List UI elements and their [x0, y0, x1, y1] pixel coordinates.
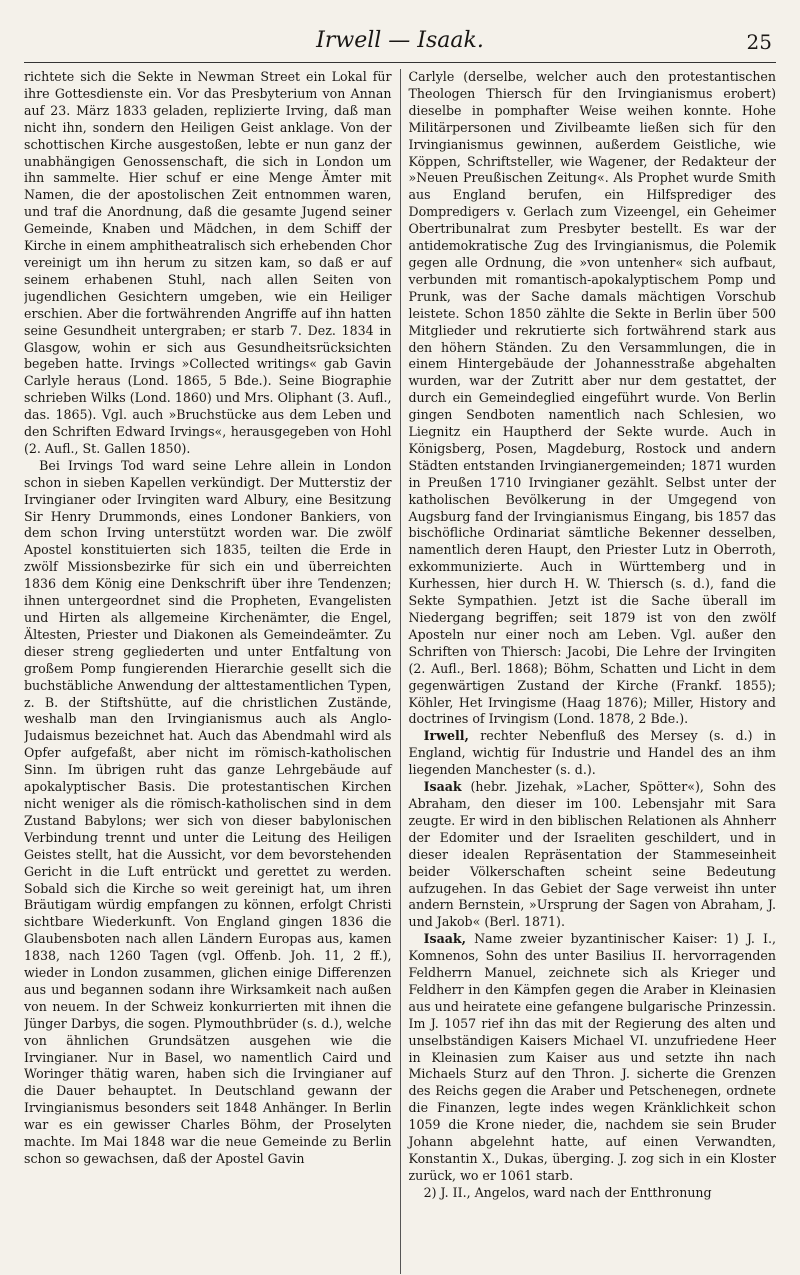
entry-isaak-biblical [409, 779, 777, 931]
entry-irwell [409, 728, 777, 779]
paragraph: Bei Irvings Tod ward seine Lehre allein in London schon in sieben Kapellen verkündigt. Der Mutterstiz der Irvingianer oder Irvingiten ward Albury, eine Besitzung Sir Henry Drummonds, eines Londoner Bankiers, von dem schon Irving unterstützt worden war. Die zwölf Apostel konstituierten sich 1835, teilten die Erde in zwölf Missionsbezirke für sich ein und überreichten 1836 dem König eine Denkschrift über ihre Tendenzen; ihnen untergeordnet sind die Propheten, Evangelisten und Hirten als allgemeine Kirchenämter, die Engel, Ältesten, Priester und Diakonen als Gemeindeämter. Zu dieser streng gegliederten und unter Entfaltung von großem Pomp fungierenden Hierarchie gesellt sich die buchstäbliche Anwendung der alttestamentlichen Typen, z. B. der Stiftshütte, auf die christlichen Zustände, weshalb man den Irvingianismus auch als Anglo-Judaismus bezeichnet hat. Auch das Abendmahl wird als Opfer aufgefaßt, aber nicht im römisch-katholischen Sinn. Im übrigen ruht das ganze Lehrgebäude auf apokalyptischer Basis. Die protestantischen Kirchen nicht weniger als die römisch-katholischen sind in dem Zustand Babylons; wer sich von dieser babylonischen Verbindung trennt und unter die Leitung des Heiligen Geistes stellt, hat die Aussicht, vor dem bevorstehenden Gericht in die Luft entrückt und gerettet zu werden. Sobald sich die Kirche so weit gereinigt hat, um ihren Bräutigam würdig empfangen zu können, erfolgt Christi sichtbare Wiederkunft. Von England gingen 1836 die Glaubensboten nach allen Ländern Europas aus, kamen 1838, nach 1260 Tagen (vgl. Offenb. Joh. 11, 2 ff.), wieder in London zusammen, glichen einige Differenzen aus und begannen sodann ihre Wirksamkeit nach außen von neuem. In der Schweiz konkurrierten mit ihnen die Jünger Darbys, die sogen. Plymouthbrüder (s. d.), welche von ähnlichen Grundsätzen ausgehen wie die Irvingianer. Nur in Basel, wo namentlich Caird und Woringer thätig waren, haben sich die Irvingianer auf die Dauer behauptet. In Deutschland gewann der Irvingianismus besonders seit 1848 Anhänger. In Berlin war es ein gewisser Charles Böhm, der Proselyten machte. Im Mai 1848 war die neue Gemeinde zu Berlin schon so gewachsen, daß der Apostel Gavin [24, 457, 392, 1166]
entry-lemma: Irwell, [423, 728, 469, 744]
paragraph: Carlyle (derselbe, welcher auch den protestantischen Theologen Thiersch für den Irvingianismus erobert) dieselbe in pomphafter Weise weihen konnte. Hohe Militärpersonen und Zivilbeamte ließen sich für den Irvingianismus gewinnen, außerdem Geistliche, wie Köppen, Schriftsteller, wie Wagener, der Redakteur der »Neuen Preußischen Zeitung«. Als Prophet wurde Smith aus England berufen, ein Hilfsprediger des Dompredigers v. Gerlach zum Vizeengel, ein Geheimer Obertribunalrat zum Presbyter bestellt. Es war der antidemokratische Zug des Irvingianismus, die Polemik gegen alle Ordnung, die »von untenher« sich aufbaut, verbunden mit romantisch-apokalyptischem Pomp und Prunk, was der Sache damals mächtigen Vorschub leistete. Schon 1850 zählte die Sekte in Berlin über 500 Mitglieder und rekrutierte sich fortwährend stark aus den höhern Ständen. Zu den Versammlungen, die in einem Hintergebäude der Johannesstraße abgehalten wurden, war der Zutritt aber nur dem gestattet, der durch ein Gemeindeglied eingeführt wurde. Von Berlin gingen Sendboten namentlich nach Schlesien, wo Liegnitz ein Hauptherd der Sekte wurde. Auch in Königsberg, Posen, Magdeburg, Rostock und andern Städten entstanden Irvingianergemeinden; 1871 wurden in Preußen 1710 Irvingianer gezählt. Selbst unter der katholischen Bevölkerung in der Umgegend von Augsburg fand der Irvingianismus Eingang, bis 1857 das bischöfliche Ordinariat sämtliche Bekenner desselben, namentlich deren Haupt, den Priester Lutz in Oberroth, exkommunizierte. Auch in Württemberg und in Kurhessen, hier durch H. W. Thiersch (s. d.), fand die Sekte Sympathien. Jetzt ist die Sache überall im Niedergang begriffen; seit 1879 ist von den zwölf Aposteln nur einer noch am Leben. Vgl. außer den Schriften von Thiersch: Jacobi, Die Lehre der Irvingiten (2. Aufl., Berl. 1868); Böhm, Schatten und Licht in dem gegenwärtigen Zustand der Kirche (Frankf. 1855); Köhler, Het Irvingisme (Haag 1876); Miller, History and doctrines of Irvingism (Lond. 1878, 2 Bde.). [408, 69, 776, 727]
entry-text: rechter Nebenfluß des Mersey (s. d.) in England, wichtig für Industrie und Handel des an ihm liegenden Manchester (s. d.). [408, 728, 776, 778]
page-number: 25 [746, 30, 772, 54]
right-column [400, 69, 777, 1274]
header-title: Irwell — Isaak. [316, 28, 484, 53]
entry-text: (hebr. Jizehak, »Lacher, Spötter«), Sohn des Abraham, den dieser im 100. Lebensjahr mit Sara zeugte. Er wird in den biblischen Relationen als Ahnherr der Edomiter und der Israeliten geschildert, und in dieser idealen Repräsentation der Stammeseinheit beider Völkerschaften scheint seine Bedeutung aufzugehen. In das Gebiet der Sage verweist ihn unter andern Bernstein, »Ursprung der Sagen von Abraham, J. und Jakob« (Berl. 1871). [408, 779, 776, 930]
left-column [24, 69, 400, 1274]
text-columns [24, 69, 776, 1274]
entry-text: Name zweier byzantinischer Kaiser: 1) J. I., Komnenos, Sohn des unter Basilius II. hervorragenden Feldherrn Manuel, zeichnete sich als Krieger und Feldherr in den Kämpfen gegen die Araber in Kleinasien aus und heiratete eine gefangene bulgarische Prinzessin. Im J. 1057 rief ihn das mit der Regierung des alten und unselbständigen Kaisers Michael VI. unzufriedene Heer in Kleinasien zum Kaiser aus und setzte ihn nach Michaels Sturz auf den Thron. J. sicherte die Grenzen des Reichs gegen die Araber und Petschenegen, ordnete die Finanzen, legte indes wegen Kränklichkeit schon 1059 die Krone nieder, die, nachdem sie sein Bruder Johann abgelehnt hatte, auf einen Verwandten, Konstantin X., Dukas, überging. J. zog sich in ein Kloster zurück, wo er 1061 starb. [408, 931, 776, 1183]
entry-lemma: Isaak, [423, 931, 467, 947]
running-header [24, 28, 776, 63]
entry-isaak-emperors [409, 931, 777, 1185]
entry-lemma: Isaak [423, 779, 462, 795]
paragraph: richtete sich die Sekte in Newman Street ein Lokal für ihre Gottesdienste ein. Vor das Presbyterium von Annan auf 23. März 1833 geladen, replizierte Irving, daß man nicht ihn, sondern den Heiligen Geist anklage. Von der schottischen Kirche ausgestoßen, lebte er nun ganz der unabhängigen Genossenschaft, die sich in London um ihn sammelte. Hier schuf er eine Menge Ämter mit Namen, die der apostolischen Zeit entnommen waren, und traf die Anordnung, daß die gesamte Jugend seiner Gemeinde, Knaben und Mädchen, in dem Schiff der Kirche in einem amphitheatralisch sich erhebenden Chor vereinigt um ihn herum zu sitzen kam, so daß er auf seinem erhabenen Stuhl, nach allen Seiten von jugendlichen Gesichtern umgeben, wie ein Heiliger erschien. Aber die fortwährenden Angriffe auf ihn hatten seine Gesundheit untergraben; er starb 7. Dez. 1834 in Glasgow, wohin er sich aus Gesundheitsrücksichten begeben hatte. Irvings »Collected writings« gab Gavin Carlyle heraus (Lond. 1865, 5 Bde.). Seine Biographie schrieben Wilks (Lond. 1860) und Mrs. Oliphant (3. Aufl., das. 1865). Vgl. auch »Bruchstücke aus dem Leben und den Schriften Edward Irvings«, herausgegeben von Hohl (2. Aufl., St. Gallen 1850). [24, 69, 392, 456]
paragraph: 2) J. II., Angelos, ward nach der Entthronung [423, 1184, 712, 1200]
